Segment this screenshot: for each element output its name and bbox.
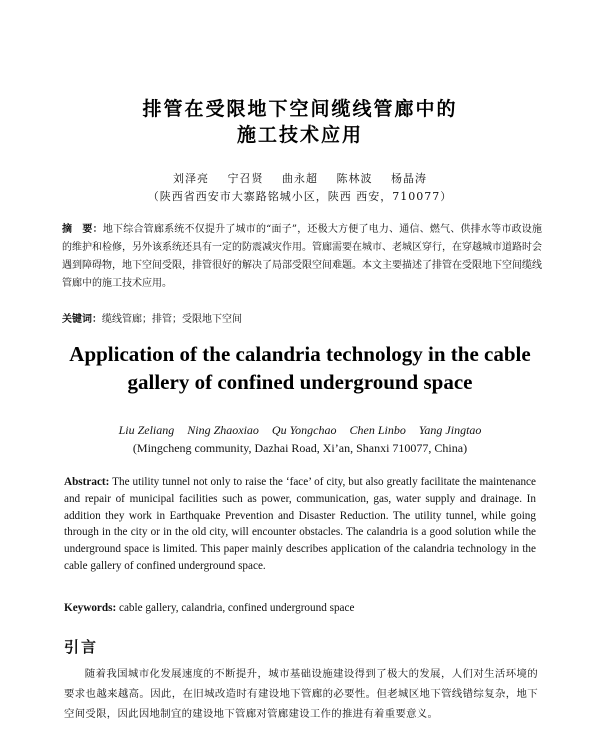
chinese-keywords-text: 缆线管廊；排管；受限地下空间 (102, 314, 242, 325)
chinese-author: 宁召贤 (227, 172, 264, 185)
english-author: Ning Zhaoxiao (187, 423, 259, 437)
english-keywords-label: Keywords: (64, 602, 117, 614)
english-affiliation: (Mingcheng community, Dazhai Road, Xi’an, Shanxi 710077, China) (132, 441, 468, 455)
english-author: Chen Linbo (349, 423, 406, 437)
english-title-line1: Application of the calandria technology in the cable (69, 342, 531, 366)
english-author: Qu Yongchao (271, 423, 337, 437)
chinese-keywords-label: 关键词： (62, 314, 102, 325)
english-keywords-text: cable gallery, calandria, confined underground space (119, 602, 355, 614)
chinese-affiliation: （陕西省西安市大寨路铭城小区，陕西 西安，710077） (147, 190, 453, 203)
english-abstract-text: The utility tunnel not only to raise the ‘face’ of city, but also greatly facilitate the maintenance and repair of municipal facilities such as power, communication, gas, water supply and drainage. In addition they work in Earthquake Prevention and Disaster Reduction. The utility tunnel, while going through in the city or in the old city, will encounter obstacles. The calandria is a good solution while the underground space is limited. This paper mainly describes application of the calandria technology in the cable gallery of confined underground space. (64, 476, 536, 572)
introduction-heading: 引言 (64, 638, 99, 656)
introduction-paragraph: 随着我国城市化发展速度的不断提升，城市基础设施建设得到了极大的发展，人们对生活环境的要求也越来越高。因此，在旧城改造时有建设地下管廊的必要性。但老城区地下管线错综复杂，地下空间受限，因此因地制宜的建设地下管廊对管廊建设工作的推进有着重要意义。 (64, 668, 538, 720)
chinese-author: 刘泽亮 (173, 172, 209, 185)
english-authors (0, 423, 600, 438)
english-author: Yang Jingtao (418, 423, 482, 437)
english-author: Liu Zeliang (118, 423, 175, 437)
chinese-author: 杨晶涛 (391, 172, 427, 185)
chinese-abstract-label: 摘 要： (62, 224, 103, 235)
chinese-abstract (62, 221, 542, 293)
chinese-title-line2: 施工技术应用 (236, 124, 363, 146)
english-abstract (64, 474, 536, 575)
chinese-author: 曲永超 (282, 172, 318, 185)
english-abstract-label: Abstract: (64, 476, 110, 488)
chinese-title-line1: 排管在受限地下空间缆线管廊中的 (142, 98, 458, 120)
chinese-abstract-text: 地下综合管廊系统不仅提升了城市的“面子”，还极大方便了电力、通信、燃气、供排水等市政设施的维护和检修，另外该系统还具有一定的防震减灾作用。管廊需要在城市、老城区穿行，在穿越城市道路时会遇到障碍物，地下空间受限，排管很好的解决了局部受限空间难题。本文主要描述了排管在受限地下空间缆线管廊中的施工技术应用。 (62, 224, 543, 289)
english-title-line2: gallery of confined underground space (127, 370, 473, 394)
chinese-keywords (62, 311, 542, 329)
english-keywords (64, 600, 536, 616)
chinese-authors (0, 170, 600, 186)
chinese-author: 陈林波 (336, 172, 373, 185)
